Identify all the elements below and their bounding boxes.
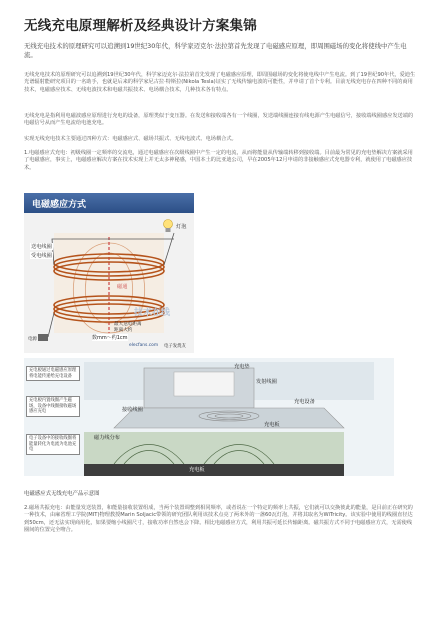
label-tx-coil: 发射线圈 bbox=[256, 379, 277, 385]
page-title: 无线充电原理解析及经典设计方案集锦 bbox=[24, 18, 257, 34]
label-charge-board-2: 充电板 bbox=[189, 467, 205, 473]
label-charge-device: 充电设备 bbox=[294, 399, 315, 405]
label-power: 电源 bbox=[28, 337, 37, 342]
bulb-icon bbox=[162, 218, 174, 232]
label-site-cn: 电子发烧友 bbox=[164, 344, 186, 349]
label-charge-board: 充电板 bbox=[264, 422, 280, 428]
paragraph-resonance: 2.磁场共振充电：由能量发送装置，和能量接收装置组成，当两个装置调整到相同频率，或者说在一个特定的频率上共振，它们就可以交换彼此的能量，是目前正在研究的一种技术，由麻省理工学院(MIT)物理教授Marin Soljacic带领的研究团队利用该技术点亮了两米外的一盏60瓦灯泡，并将其取名为WiTricity。该实验中使用的线圈直径达到50cm，还无法实现商用化，如果要缩小线圈尺寸，接收功率自然也会下降。相比电磁感应方式，利用共振可延长传输距离。磁共振方式不同于电磁感应方式，无需使线圈间的位置完全吻合。 bbox=[24, 505, 413, 534]
label-charge-pad: 充电垫 bbox=[234, 364, 250, 370]
induction-diagram bbox=[24, 193, 194, 353]
note-box-3: 电子设备中的接收线圈将能量转化为电流为电池充电 bbox=[26, 434, 80, 455]
power-plug-icon bbox=[38, 334, 48, 341]
label-rx-coil: 接收线圈 bbox=[122, 407, 143, 413]
paragraph-methods: 实现无线充电技术主要通过四种方式：电磁感应式、磁场共振式、无线电波式、电场耦合式。 bbox=[24, 136, 237, 142]
label-site: elecfans.com bbox=[129, 343, 159, 348]
paragraph-principle: 无线充电是指利用电磁波感应原理进行充电的设备，原理类似于变压器。在发送和接收端各有一个线圈，发送端线圈连接有线电源产生电磁信号，接收端线圈感应发送端的电磁信号从而产生电流给电池充电。 bbox=[24, 113, 414, 127]
paragraph-history: 无线充电技术的原理研究可以追溯到19世纪30年代，科学家迈克尔·法拉第首先发现了电磁感应原理，即周围磁场的变化将使电线中产生电流。到了19世纪90年代，爱迪生光谱辐射能研究项目的一名助手，也就是后来的科学家尼古拉·特斯拉(Nikola Tesla)证实了无线传输电波的可能性，并申请了首个专利。目前无线充电存在四种不同的商用技术，电磁感应技术、无线电波技术和电磁共振技术、电场耦合技术，几种技术各有特点。 bbox=[24, 72, 416, 93]
label-bulb: 灯泡 bbox=[176, 224, 187, 230]
label-send-coil: 送电线圈 bbox=[31, 244, 52, 250]
label-recv-coil: 受电线圈 bbox=[31, 253, 52, 259]
watermark-text: 技术在线 bbox=[134, 308, 171, 318]
figure-caption: 电磁感应式无线充电产品示意图 bbox=[24, 491, 100, 497]
coil-illustration bbox=[24, 193, 194, 353]
label-coupling: 最大送电距离 bbox=[114, 322, 142, 327]
label-flux: 磁通 bbox=[117, 284, 128, 290]
charging-pad-diagram bbox=[24, 358, 394, 476]
label-distance: 数mm～约1cm bbox=[92, 335, 128, 341]
lead-paragraph: 无线充电技术的原理研究可以追溯到19世纪30年代，科学家迈克尔·法拉第首先发现了电磁感应原理，即周围磁场的变化将使线中产生电流。 bbox=[24, 42, 407, 59]
note-box-1: 充电板通过电磁感应原理将电能传递给充电设备 bbox=[26, 366, 80, 381]
note-box-2: 充电板内置线圈产生磁场，设备中线圈接收磁场感应充电 bbox=[26, 396, 80, 417]
diagram-header: 电磁感应方式 bbox=[24, 193, 194, 213]
paragraph-induction: 1.电磁感应式充电：初级线圈一定频率的交流电，通过电磁感应在次级线圈中产生一定的电流，从而将能量从传输端转移到接收端。目前最为常见的充电垫解决方案就采用了电磁感应，事实上，电磁感应解决方案在技术实现上并无太多神秘感，中国本土的比亚迪公司，早在2005年12月申请的非接触感应式充电器专利，就使用了电磁感应技术。 bbox=[24, 150, 413, 171]
label-field: 磁力线分布 bbox=[94, 435, 120, 441]
label-coupling-2: 距离大约 bbox=[114, 328, 133, 333]
